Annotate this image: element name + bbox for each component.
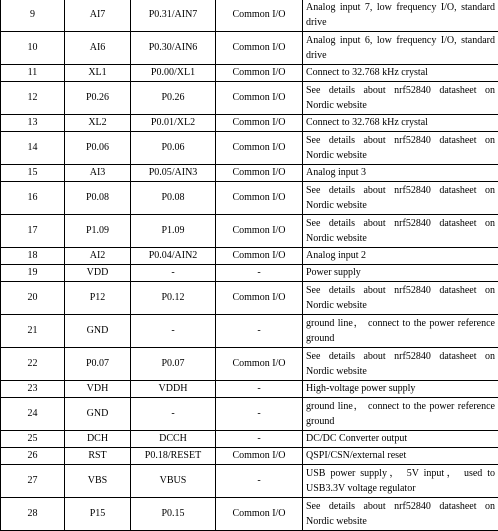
pin-number-cell: 22 [1,348,65,381]
table-row [1,132,498,165]
description-cell: Connect to 32.768 kHz crystal [303,65,498,82]
description-cell: See details about nrf52840 datasheet on Nordic website [303,498,498,531]
io-type-cell: Common I/O [216,32,303,65]
description-cell: Analog input 2 [303,248,498,265]
pin-name-cell: AI6 [65,32,131,65]
pin-number-cell: 25 [1,431,65,448]
description-cell: See details about nrf52840 datasheet on Nordic website [303,282,498,315]
pin-name-cell: DCH [65,431,131,448]
description-cell: High-voltage power supply [303,381,498,398]
gpio-cell: VBUS [131,465,216,498]
io-type-cell: - [216,465,303,498]
table-row [1,282,498,315]
table-row [1,0,498,32]
pin-name-cell: GND [65,315,131,348]
pin-name-cell: GND [65,398,131,431]
table-row [1,448,498,465]
gpio-cell: P0.15 [131,498,216,531]
description-cell: ground line， connect to the power reference ground [303,315,498,348]
pin-number-cell: 19 [1,265,65,282]
description-cell: See details about nrf52840 datasheet on Nordic website [303,82,498,115]
pin-number-cell: 17 [1,215,65,248]
table-row [1,381,498,398]
gpio-cell: P0.07 [131,348,216,381]
io-type-cell: Common I/O [216,165,303,182]
gpio-cell: P0.01/XL2 [131,115,216,132]
pin-name-cell: XL1 [65,65,131,82]
table-row [1,82,498,115]
description-cell: ground line， connect to the power reference ground [303,398,498,431]
pin-name-cell: P0.07 [65,348,131,381]
io-type-cell: Common I/O [216,498,303,531]
gpio-cell: - [131,315,216,348]
pin-number-cell: 16 [1,182,65,215]
description-cell: DC/DC Converter output [303,431,498,448]
table-row [1,165,498,182]
io-type-cell: Common I/O [216,348,303,381]
pin-name-cell: P12 [65,282,131,315]
description-cell: Analog input 3 [303,165,498,182]
pin-number-cell: 10 [1,32,65,65]
io-type-cell: Common I/O [216,82,303,115]
pin-number-cell: 23 [1,381,65,398]
gpio-cell: P0.08 [131,182,216,215]
table-row [1,248,498,265]
pin-name-cell: AI7 [65,0,131,32]
io-type-cell: Common I/O [216,182,303,215]
gpio-cell: P0.26 [131,82,216,115]
gpio-cell: P0.31/AIN7 [131,0,216,32]
pin-name-cell: P0.08 [65,182,131,215]
pin-name-cell: P0.26 [65,82,131,115]
pin-number-cell: 12 [1,82,65,115]
table-row [1,182,498,215]
io-type-cell: Common I/O [216,282,303,315]
io-type-cell: Common I/O [216,448,303,465]
description-cell: See details about nrf52840 datasheet on Nordic website [303,348,498,381]
pin-name-cell: VDD [65,265,131,282]
pin-name-cell: VBS [65,465,131,498]
pin-number-cell: 20 [1,282,65,315]
io-type-cell: - [216,431,303,448]
description-cell: Power supply [303,265,498,282]
table-row [1,465,498,498]
pin-number-cell: 26 [1,448,65,465]
io-type-cell: Common I/O [216,115,303,132]
description-cell: Analog input 7, low frequency I/O, standard drive [303,0,498,32]
pin-number-cell: 28 [1,498,65,531]
pin-number-cell: 14 [1,132,65,165]
pin-number-cell: 24 [1,398,65,431]
description-cell: Analog input 6, low frequency I/O, standard drive [303,32,498,65]
io-type-cell: - [216,398,303,431]
description-cell: See details about nrf52840 datasheet on Nordic website [303,132,498,165]
table-row [1,315,498,348]
gpio-cell: P0.06 [131,132,216,165]
pin-name-cell: P0.06 [65,132,131,165]
table-row [1,115,498,132]
io-type-cell: - [216,265,303,282]
pin-name-cell: XL2 [65,115,131,132]
io-type-cell: Common I/O [216,0,303,32]
description-cell: USB power supply， 5V input， used to USB3.3V voltage regulator [303,465,498,498]
pin-name-cell: P15 [65,498,131,531]
gpio-cell: P0.05/AIN3 [131,165,216,182]
description-cell: QSPI/CSN/external reset [303,448,498,465]
pin-name-cell: RST [65,448,131,465]
pin-number-cell: 18 [1,248,65,265]
io-type-cell: Common I/O [216,215,303,248]
table-row [1,265,498,282]
io-type-cell: Common I/O [216,132,303,165]
description-cell: See details about nrf52840 datasheet on Nordic website [303,215,498,248]
pin-table-body [1,0,498,531]
io-type-cell: Common I/O [216,248,303,265]
table-row [1,215,498,248]
pin-number-cell: 13 [1,115,65,132]
description-cell: See details about nrf52840 datasheet on Nordic website [303,182,498,215]
io-type-cell: - [216,315,303,348]
pin-name-cell: VDH [65,381,131,398]
gpio-cell: P0.30/AIN6 [131,32,216,65]
gpio-cell: DCCH [131,431,216,448]
gpio-cell: P0.12 [131,282,216,315]
pin-number-cell: 15 [1,165,65,182]
table-row [1,32,498,65]
gpio-cell: - [131,265,216,282]
pin-name-cell: AI2 [65,248,131,265]
pin-number-cell: 21 [1,315,65,348]
gpio-cell: P1.09 [131,215,216,248]
table-row [1,65,498,82]
gpio-cell: P0.18/RESET [131,448,216,465]
gpio-cell: - [131,398,216,431]
table-row [1,498,498,531]
gpio-cell: P0.04/AIN2 [131,248,216,265]
table-row [1,431,498,448]
pin-name-cell: P1.09 [65,215,131,248]
pin-number-cell: 9 [1,0,65,32]
gpio-cell: P0.00/XL1 [131,65,216,82]
gpio-cell: VDDH [131,381,216,398]
table-row [1,398,498,431]
table-row [1,348,498,381]
pin-number-cell: 27 [1,465,65,498]
io-type-cell: Common I/O [216,65,303,82]
pin-name-cell: AI3 [65,165,131,182]
description-cell: Connect to 32.768 kHz crystal [303,115,498,132]
pin-number-cell: 11 [1,65,65,82]
io-type-cell: - [216,381,303,398]
